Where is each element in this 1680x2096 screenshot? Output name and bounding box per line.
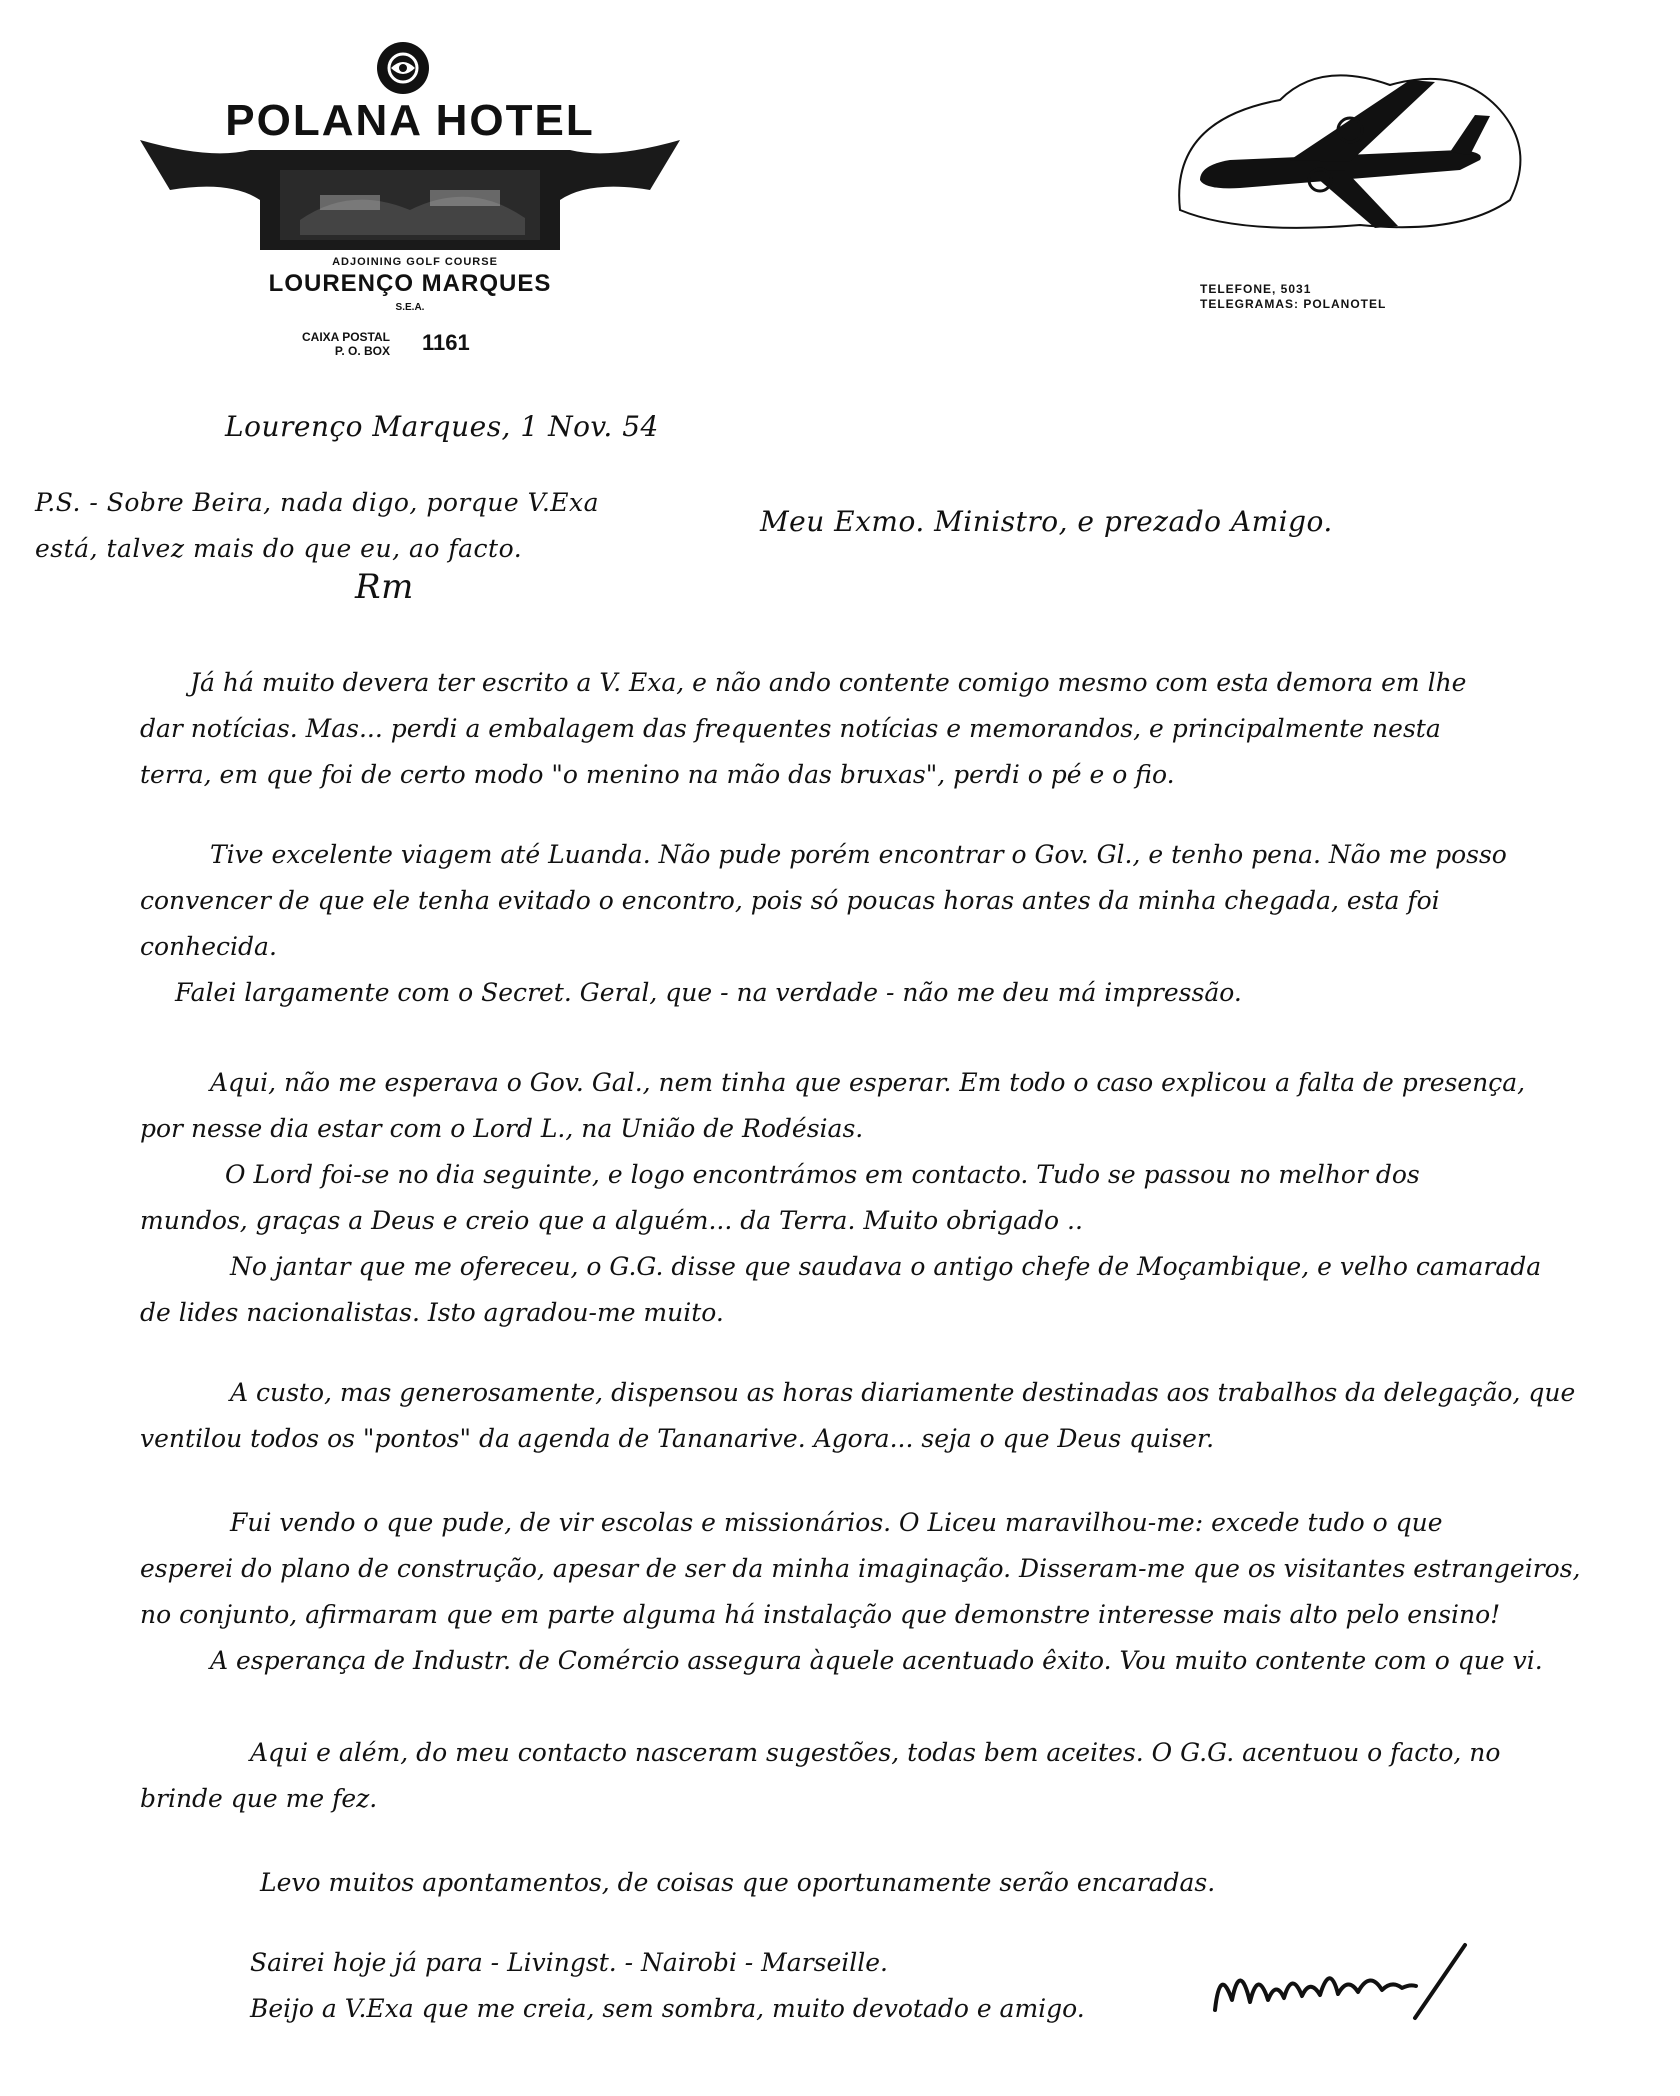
letter-line: Aqui e além, do meu contacto nasceram sugestões, todas bem aceites. O G.G. acentuou o facto, no — [250, 1738, 1501, 1767]
letter-paragraph — [140, 970, 1600, 1016]
hotel-emblem-icon — [375, 40, 431, 96]
letter-line: brinde que me fez. — [140, 1784, 378, 1813]
letter-line: Já há muito devera ter escrito a V. Exa, e não ando contente comigo mesmo com esta demora em lhe — [190, 668, 1467, 697]
letter-line: dar notícias. Mas... perdi a embalagem das frequentes notícias e memorandos, e principalmente nesta — [140, 714, 1441, 743]
letter-line: convencer de que ele tenha evitado o encontro, pois só poucas horas antes da minha chegada, esta foi — [140, 886, 1440, 915]
letter-line: Beijo a V.Exa que me creia, sem sombra, muito devotado e amigo. — [250, 1994, 1085, 2023]
handwritten-signature — [1210, 1940, 1470, 2030]
letter-line: esperei do plano de construção, apesar de ser da minha imaginação. Disseram-me que os visitantes estrangeiros, — [140, 1554, 1581, 1583]
airplane-icon — [1160, 60, 1530, 240]
letter-line: Sairei hoje já para - Livingst. - Nairobi - Marseille. — [250, 1948, 888, 1977]
postal-box-label — [280, 330, 390, 358]
postal-box-label-pt: CAIXA POSTAL — [301, 330, 390, 344]
letter-paragraph — [140, 1244, 1600, 1336]
hotel-region: S.E.A. — [395, 302, 425, 313]
postal-box-label-en: P. O. BOX — [334, 344, 390, 358]
letter-line: de lides nacionalistas. Isto agradou-me muito. — [140, 1298, 724, 1327]
postscript — [35, 480, 600, 607]
letter-line: Fui vendo o que pude, de vir escolas e missionários. O Liceu maravilhou-me: excede tudo o que — [230, 1508, 1443, 1537]
hotel-tagline: ADJOINING GOLF COURSE — [332, 256, 498, 268]
hotel-city: LOURENÇO MARQUES — [268, 270, 552, 297]
letter-line: conhecida. — [140, 932, 277, 961]
letter-line: por nesse dia estar com o Lord L., na União de Rodésias. — [140, 1114, 864, 1143]
letter-paragraph — [140, 1860, 1600, 1906]
telegrams-text: TELEGRAMAS: POLANOTEL — [1200, 297, 1387, 311]
postscript-line: P.S. - Sobre Beira, nada digo, porque V.Exa — [35, 488, 600, 517]
letter-paragraph — [140, 1152, 1600, 1244]
hotel-contact — [1200, 282, 1500, 312]
letter-line: O Lord foi-se no dia seguinte, e logo encontrámos em contacto. Tudo se passou no melhor dos — [225, 1160, 1420, 1189]
letter-line: no conjunto, afirmaram que em parte alguma há instalação que demonstre interesse mais alto pelo ensino! — [140, 1600, 1501, 1629]
letter-paragraph — [140, 1370, 1600, 1462]
letter-line: No jantar que me ofereceu, o G.G. disse que saudava o antigo chefe de Moçambique, e velho camarada — [230, 1252, 1542, 1281]
letter-line: Tive excelente viagem até Luanda. Não pude porém encontrar o Gov. Gl., e tenho pena. Não me posso — [210, 840, 1507, 869]
letter-paragraph — [140, 1060, 1600, 1152]
letter-line: A custo, mas generosamente, dispensou as horas diariamente destinadas aos trabalhos da delegação, que — [230, 1378, 1576, 1407]
hotel-name: POLANA HOTEL — [225, 96, 595, 145]
letter-line: Levo muitos apontamentos, de coisas que oportunamente serão encaradas. — [260, 1868, 1216, 1897]
letter-line: Falei largamente com o Secret. Geral, que - na verdade - não me deu má impressão. — [175, 978, 1242, 1007]
letter-line: A esperança de Industr. de Comércio assegura àquele acentuado êxito. Vou muito contente com o que vi. — [210, 1646, 1543, 1675]
letter-paragraph — [140, 660, 1600, 798]
postscript-line: está, talvez mais do que eu, ao facto. — [35, 534, 523, 563]
letter-line: mundos, graças a Deus e creio que a alguém... da Terra. Muito obrigado .. — [140, 1206, 1083, 1235]
letter-paragraph — [140, 1500, 1600, 1684]
letter-line: ventilou todos os "pontos" da agenda de Tananarive. Agora... seja o que Deus quiser. — [140, 1424, 1215, 1453]
letter-line: terra, em que foi de certo modo "o menino na mão das bruxas", perdi o pé e o fio. — [140, 760, 1175, 789]
letter-paragraph — [140, 1730, 1600, 1822]
letter-paragraph — [140, 832, 1600, 970]
telephone-text: TELEFONE, 5031 — [1200, 282, 1312, 296]
letterhead — [130, 30, 690, 360]
postal-box-number: 1161 — [422, 330, 470, 355]
letter-line: Aqui, não me esperava o Gov. Gal., nem tinha que esperar. Em todo o caso explicou a falta de presença, — [210, 1068, 1526, 1097]
postscript-initials: Rm — [355, 567, 414, 607]
letter-dateline: Lourenço Marques, 1 Nov. 54 — [225, 410, 659, 443]
letter-salutation: Meu Exmo. Ministro, e prezado Amigo. — [760, 505, 1333, 538]
